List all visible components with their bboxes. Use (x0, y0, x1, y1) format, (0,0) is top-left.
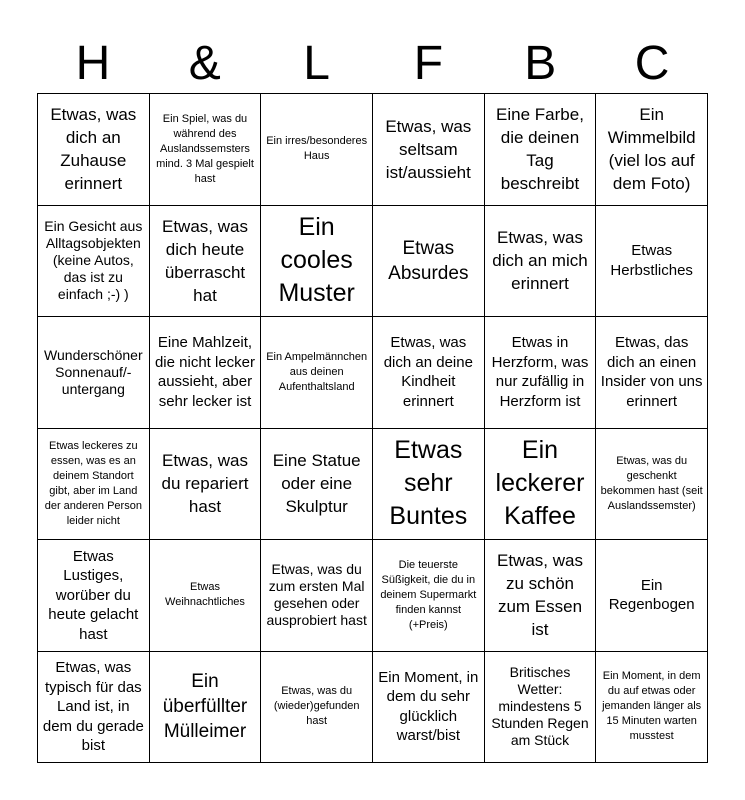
bingo-cell[interactable] (596, 317, 708, 429)
bingo-cell[interactable] (373, 540, 485, 652)
header-letter-1: H (75, 37, 111, 90)
cell-text: Etwas, was dich heute überrascht hat (162, 216, 248, 305)
bingo-cell[interactable] (38, 206, 150, 318)
bingo-cell[interactable] (373, 317, 485, 429)
bingo-cell[interactable] (150, 94, 262, 206)
bingo-cell[interactable] (596, 206, 708, 318)
bingo-cell[interactable] (150, 206, 262, 318)
cell-text: Ein überfüllter Mülleimer (162, 671, 248, 743)
cell-text: Etwas, was typisch für das Land ist, in dem du gerade bist (42, 659, 144, 754)
cell-text: Etwas, was du geschenkt bekommen hast (seit Auslandssemster) (600, 454, 703, 512)
cell-text: Etwas, was zu schön zum Essen ist (497, 551, 583, 640)
header-letter-4: F (413, 37, 444, 90)
bingo-cell[interactable] (596, 540, 708, 652)
bingo-header (37, 36, 708, 92)
bingo-cell[interactable] (485, 206, 597, 318)
cell-text: Etwas, was dich an Zuhause erinnert (50, 105, 137, 194)
bingo-cell[interactable] (38, 317, 150, 429)
cell-text: Britisches Wetter: mindestens 5 Stunden Regen am Stück (491, 664, 589, 749)
cell-text: Die teuerste Süßigkeit, die du in deinem Supermarkt finden kannst (+Preis) (380, 558, 477, 631)
bingo-cell[interactable] (485, 652, 597, 764)
bingo-grid (37, 93, 708, 763)
bingo-cell[interactable] (373, 652, 485, 764)
header-letter-2: & (188, 37, 221, 90)
bingo-cell[interactable] (373, 94, 485, 206)
cell-text: Wunderschöner Sonnenauf/-untergang (44, 346, 143, 397)
header-letter-5: B (524, 37, 557, 90)
cell-text: Ein Spiel, was du während des Auslandssemsters mind. 3 Mal gespielt hast (156, 112, 254, 185)
cell-text: Etwas, was du zum ersten Mal gesehen oder ausprobiert hast (266, 561, 367, 629)
header-letter-3: L (303, 37, 330, 90)
cell-text: Ein Wimmelbild (viel los auf dem Foto) (607, 105, 696, 194)
bingo-cell[interactable] (38, 652, 150, 764)
bingo-cell[interactable] (485, 429, 597, 541)
bingo-cell[interactable] (150, 540, 262, 652)
bingo-cell[interactable] (596, 429, 708, 541)
cell-text: Etwas, das dich an einen Insider von uns erinnert (600, 334, 703, 410)
cell-text: Etwas in Herzform, was nur zufällig in Herzform ist (491, 334, 589, 410)
cell-text: Etwas, was du (wieder)gefunden hast (273, 685, 360, 728)
bingo-cell[interactable] (261, 206, 373, 318)
bingo-cell[interactable] (38, 540, 150, 652)
bingo-cell[interactable] (373, 429, 485, 541)
header-letter-6: C (634, 37, 670, 90)
bingo-cell[interactable] (373, 206, 485, 318)
cell-text: Etwas Weihnachtliches (165, 581, 245, 609)
bingo-cell[interactable] (596, 652, 708, 764)
cell-text: Eine Farbe, die deinen Tag beschreibt (496, 105, 584, 194)
cell-text: Eine Statue oder eine Skulptur (272, 451, 361, 517)
bingo-cell[interactable] (38, 429, 150, 541)
cell-text: Ein cooles Muster (278, 213, 355, 308)
cell-text: Etwas, was seltsam ist/aussieht (385, 116, 472, 182)
cell-text: Etwas, was dich an deine Kindheit erinnert (383, 334, 473, 410)
cell-text: Ein Regenbogen (608, 576, 695, 614)
bingo-cell[interactable] (261, 652, 373, 764)
bingo-cell[interactable] (261, 317, 373, 429)
cell-text: Etwas Herbstliches (610, 242, 693, 279)
cell-text: Ein Ampelmännchen aus deinen Aufenthaltsland (266, 350, 368, 393)
bingo-cell[interactable] (485, 540, 597, 652)
cell-text: Etwas Absurdes (388, 237, 469, 284)
cell-text: Ein Gesicht aus Alltagsobjekten (keine Autos, das ist zu einfach ;-) ) (44, 218, 143, 303)
cell-text: Etwas, was du repariert hast (161, 451, 249, 517)
bingo-cell[interactable] (261, 429, 373, 541)
bingo-cell[interactable] (261, 94, 373, 206)
bingo-cell[interactable] (596, 94, 708, 206)
cell-text: Ein leckerer Kaffee (495, 436, 585, 531)
cell-text: Etwas leckeres zu essen, was es an deinem Standort gibt, aber im Land der anderen Person leider nicht (44, 439, 142, 527)
cell-text: Ein Moment, in dem du sehr glücklich warst/bist (378, 668, 479, 745)
bingo-cell[interactable] (38, 94, 150, 206)
cell-text: Eine Mahlzeit, die nicht lecker aussieht, aber sehr lecker ist (154, 334, 256, 410)
cell-text: Ein Moment, in dem du auf etwas oder jemanden länger als 15 Minuten warten musstest (602, 670, 702, 743)
bingo-cell[interactable] (150, 317, 262, 429)
cell-text: Ein irres/besonderes Haus (266, 135, 368, 163)
cell-text: Etwas Lustiges, worüber du heute gelacht hast (48, 547, 139, 643)
cell-text: Etwas, was dich an mich erinnert (492, 228, 588, 294)
bingo-cell[interactable] (485, 94, 597, 206)
bingo-cell[interactable] (150, 429, 262, 541)
bingo-cell[interactable] (150, 652, 262, 764)
bingo-cell[interactable] (485, 317, 597, 429)
cell-text: Etwas sehr Buntes (389, 436, 468, 531)
bingo-cell[interactable] (261, 540, 373, 652)
